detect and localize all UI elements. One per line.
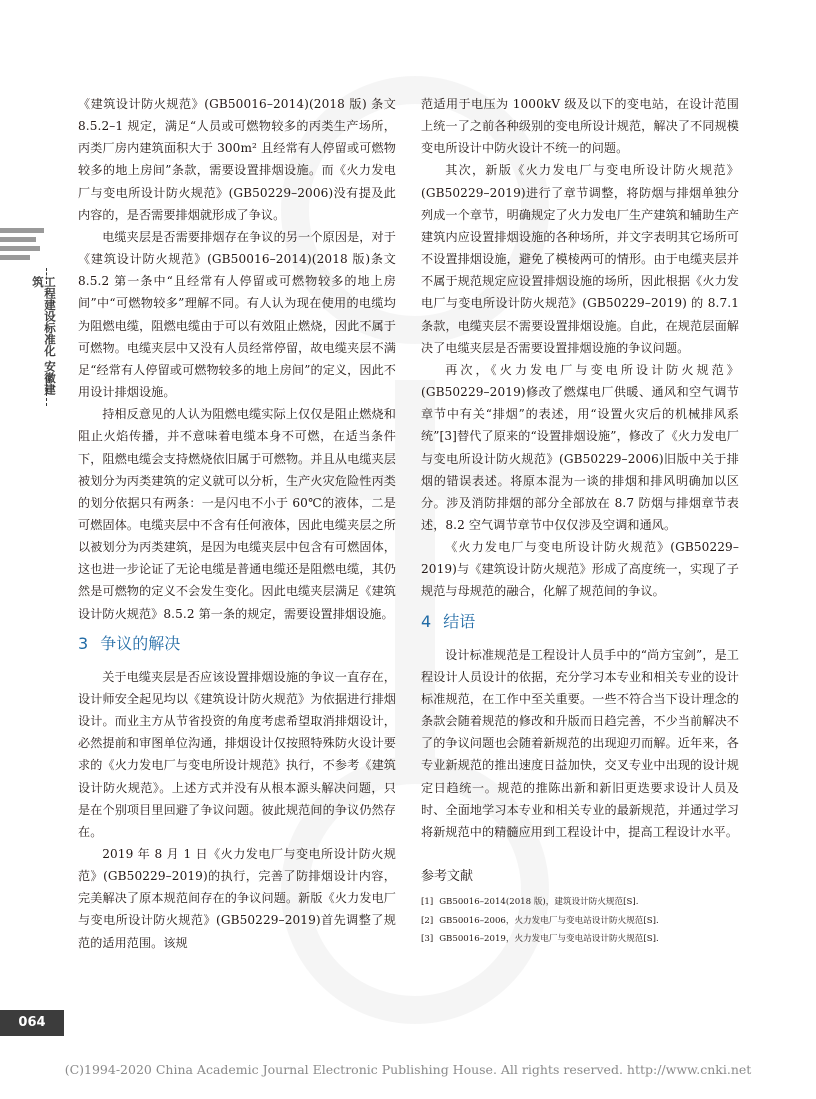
section-heading [421, 610, 739, 634]
reference-text: GB50016–2019，火力发电厂与变电站设计防火规范[S]. [439, 934, 659, 944]
side-tab-bar [0, 228, 44, 233]
body-paragraph: 设计标准规范是工程设计人员手中的“尚方宝剑”，是工程设计人员设计的依据，充分学习本专业和相关专业的设计标准规范，在工作中至关重要。一些不符合当下设计理念的条款会随着规范的修改和升版而日趋完善，不少当前解决不了的争议问题也会随着新规范的出现迎刃而解。近年来，各专业新规范的推出速度日益加快，交叉专业中出现的设计规定日趋统一。规范的推陈出新和新旧更迭要求设计人员及时、全面地学习本专业和相关专业的最新规范，并通过学习将新规范中的精髓应用到工程设计中，提高工程设计水平。 [421, 647, 739, 839]
side-tab-bar [0, 255, 30, 260]
section-title: 结语 [443, 611, 476, 631]
right-column [421, 93, 739, 949]
body-paragraph: 其次，新版《火力发电厂与变电所设计防火规范》(GB50229–2019)进行了章节调整，将防烟与排烟单独分列成一个章节，明确规定了火力发电厂生产建筑和辅助生产建筑内应设置排烟设施的各种场所，并文字表明其它场所可不设置排烟设施，避免了模棱两可的情形。由于电缆夹层并不属于规范规定应设置排烟设施的场所，因此根据《火力发电厂与变电所设计防火规范》(GB50229–2019) 的 8.7.1 条款，电缆夹层不需要设置排烟设施。自此，在规范层面解决了电缆夹层是否需要设置排烟设施的争议问题。 [421, 163, 739, 355]
body-paragraph: 范适用于电压为 1000kV 级及以下的变电站，在设计范围上统一了之前各种级别的变电所设计规范，解决了不同规模变电所设计中防火设计不统一的问题。 [421, 97, 739, 156]
side-tab-journal-name: 工程建设标准化 安徽建筑 [31, 276, 57, 396]
reference-number: [1] [421, 897, 434, 907]
reference-item [421, 930, 739, 949]
reference-item [421, 912, 739, 931]
side-tab-bar [0, 246, 40, 251]
reference-number: [3] [421, 934, 434, 944]
body-paragraph: 持相反意见的人认为阻燃电缆实际上仅仅是阻止燃烧和阻止火焰传播，并不意味着电缆本身不可燃，在适当条件下，阻燃电缆会支持燃烧依旧属于可燃物。并且从电缆夹层被划分为丙类建筑的定义就可以分析，生产火灾危险性丙类的划分依据只有两条：一是闪电不小于 60℃的液体，二是可燃固体。电缆夹层中不含有任何液体，因此电缆夹层之所以被划分为丙类建筑，是因为电缆夹层中包含有可燃固体，这也进一步论证了无论电缆是普通电缆还是阻燃电缆，其仍然是可燃物的定义不会发生变化。因此电缆夹层满足《建筑设计防火规范》8.5.2 第一条的规定，需要设置排烟设施。 [78, 407, 396, 621]
body-paragraph: 再次，《火力发电厂与变电所设计防火规范》(GB50229–2019)修改了燃煤电厂供暖、通风和空气调节章节中有关“排烟”的表述，用“设置火灾后的机械排风系统”[3]替代了原来的“设置排烟设施”，修改了《火力发电厂与变电所设计防火规范》(GB50229–2006)旧版中关于排烟的错误表述。将原本混为一谈的排烟和排风明确加以区分。涉及消防排烟的部分全部放在 8.7 防烟与排烟章节表述，8.2 空气调节章节中仅仅涉及空调和通风。 [421, 362, 739, 532]
reference-number: [2] [421, 915, 434, 926]
side-tab-bars [0, 228, 44, 264]
body-paragraph: 电缆夹层是否需要排烟存在争议的另一个原因是，对于《建筑设计防火规范》(GB50016–2014)(2018 版)条文 8.5.2 第一条中“且经常有人停留或可燃物较多的地上房间”中“可燃物较多”理解不同。有人认为现在使用的电缆均为阻燃电缆，阻燃电缆由于可以有效阻止燃烧，因此不属于可燃物。电缆夹层中又没有人员经常停留，故电缆夹层不满足“经常有人停留或可燃物较多的地上房间”的定义，因此不用设计排烟设施。 [78, 229, 396, 400]
copyright-footer: (C)1994-2020 China Academic Journal Electronic Publishing House. All rights reserved. http://www.cnki.net [64, 1062, 752, 1077]
reference-text: GB50016–2014(2018 版)，建筑设计防火规范[S]. [439, 897, 639, 907]
side-tab-bar [0, 237, 36, 242]
section-heading [78, 632, 396, 656]
body-paragraph: 2019 年 8 月 1 日《火力发电厂与变电所设计防火规范》(GB50229–2019)的执行，完善了防排烟设计内容，完美解决了原本规范间存在的争议问题。新版《火力发电厂与变电所设计防火规范》(GB50229–2019)首先调整了规范的适用范围。该规 [78, 847, 396, 950]
section-number: 3 [78, 633, 89, 653]
reference-text: GB50016–2006，火力发电厂与变电站设计防火规范[S]. [439, 915, 659, 926]
section-title: 争议的解决 [100, 633, 181, 653]
references-title: 参考文献 [421, 869, 474, 884]
side-tab [0, 228, 62, 398]
left-column [78, 93, 396, 954]
page-number: 064 [0, 1010, 64, 1036]
side-tab-divider [46, 378, 47, 406]
body-paragraph: 关于电缆夹层是否应该设置排烟设施的争议一直存在，设计师安全起见均以《建筑设计防火规范》为依据进行排烟设计。而业主方从节省投资的角度考虑希望取消排烟设计，必然提前和审图单位沟通，排烟设计仅按照特殊防火设计要求的《火力发电厂与变电所设计规范》执行，不参考《建筑设计防火规范》。上述方式并没有从根本源头解决问题，只是在个别项目里回避了争议问题。彼此规范间的争议仍然存在。 [78, 669, 396, 839]
reference-item [421, 893, 739, 912]
section-number: 4 [421, 611, 432, 631]
body-paragraph: 《建筑设计防火规范》(GB50016–2014)(2018 版) 条文 8.5.2–1 规定，满足“人员或可燃物较多的丙类生产场所，丙类厂房内建筑面积大于 300m² 且经常有人停留或可燃物较多的地上房间”条款，需要设置排烟设施。而《火力发电厂与变电所设计防火规范》(GB50229–2006)没有提及此内容的，是否需要排烟就形成了争议。 [78, 97, 396, 222]
body-paragraph: 《火力发电厂与变电所设计防火规范》(GB50229–2019)与《建筑设计防火规范》形成了高度统一，实现了子规范与母规范的融合，化解了规范间的争议。 [421, 540, 739, 599]
